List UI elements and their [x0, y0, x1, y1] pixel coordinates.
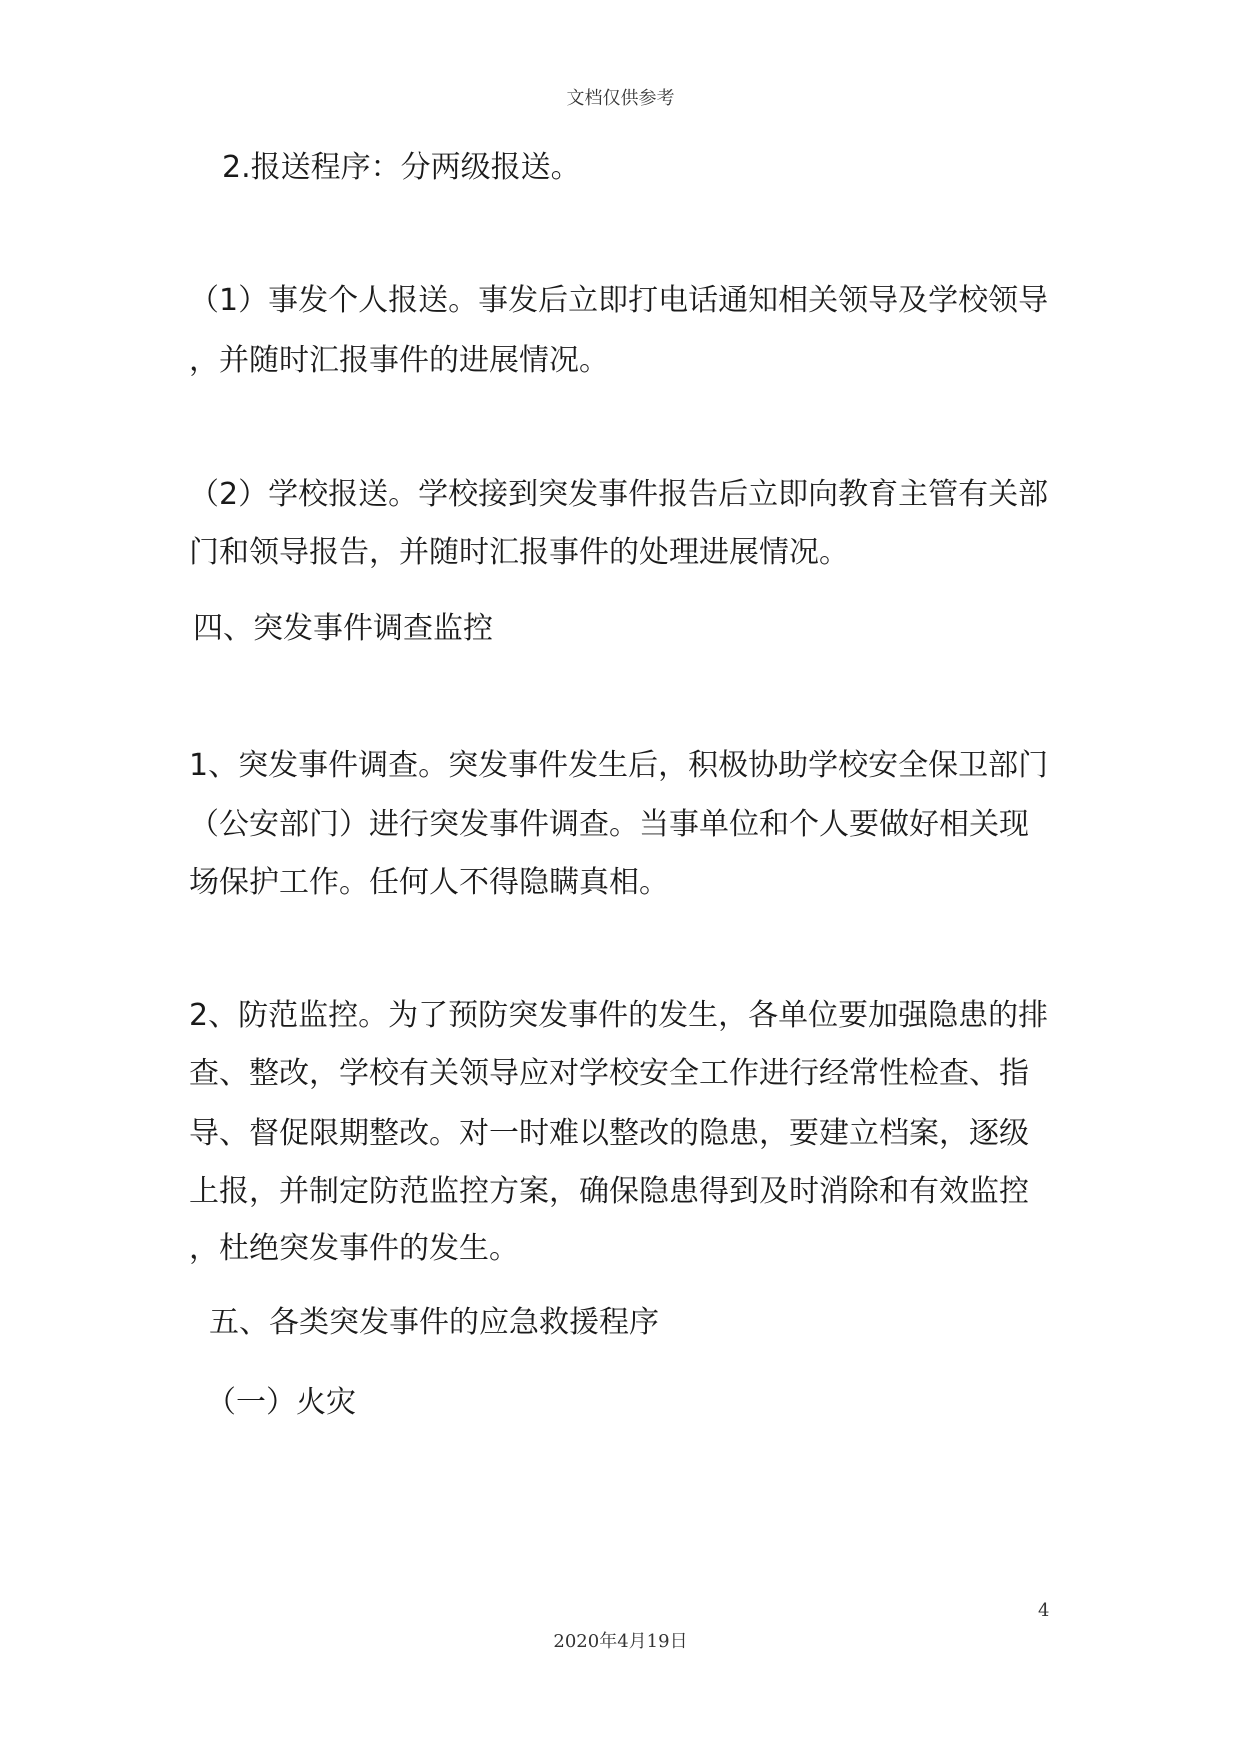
- paragraph-individual-report-line1: （1）事发个人报送。事发后立即打电话通知相关领导及学校领导: [189, 283, 1049, 318]
- section-heading-5: 五、各类突发事件的应急救援程序: [209, 1305, 659, 1340]
- paragraph-prevention-line4: 上报，并制定防范监控方案，确保隐患得到及时消除和有效监控: [189, 1174, 1029, 1209]
- page-footer-date: 2020年4月19日: [553, 1631, 688, 1652]
- paragraph-prevention-line2: 查、整改，学校有关领导应对学校安全工作进行经常性检查、指: [189, 1056, 1029, 1091]
- paragraph-reporting-procedure: 2.报送程序：分两级报送。: [222, 150, 581, 185]
- page-number: 4: [1038, 1600, 1050, 1621]
- subsection-heading-fire: （一）火灾: [206, 1385, 356, 1420]
- section-heading-4: 四、突发事件调查监控: [193, 611, 493, 646]
- page-header: 文档仅供参考: [566, 88, 675, 109]
- paragraph-investigation-line1: 1、突发事件调查。突发事件发生后，积极协助学校安全保卫部门: [189, 748, 1049, 783]
- paragraph-prevention-line3: 导、督促限期整改。对一时难以整改的隐患，要建立档案，逐级: [189, 1116, 1029, 1151]
- paragraph-investigation-line2: （公安部门）进行突发事件调查。当事单位和个人要做好相关现: [189, 807, 1029, 842]
- paragraph-prevention-line5: ，杜绝突发事件的发生。: [189, 1231, 519, 1266]
- paragraph-school-report-line1: （2）学校报送。学校接到突发事件报告后立即向教育主管有关部: [189, 477, 1049, 512]
- paragraph-investigation-line3: 场保护工作。任何人不得隐瞒真相。: [189, 865, 669, 900]
- paragraph-school-report-line2: 门和领导报告，并随时汇报事件的处理进展情况。: [189, 535, 849, 570]
- paragraph-prevention-line1: 2、防范监控。为了预防突发事件的发生，各单位要加强隐患的排: [189, 998, 1049, 1033]
- paragraph-individual-report-line2: ，并随时汇报事件的进展情况。: [189, 343, 609, 378]
